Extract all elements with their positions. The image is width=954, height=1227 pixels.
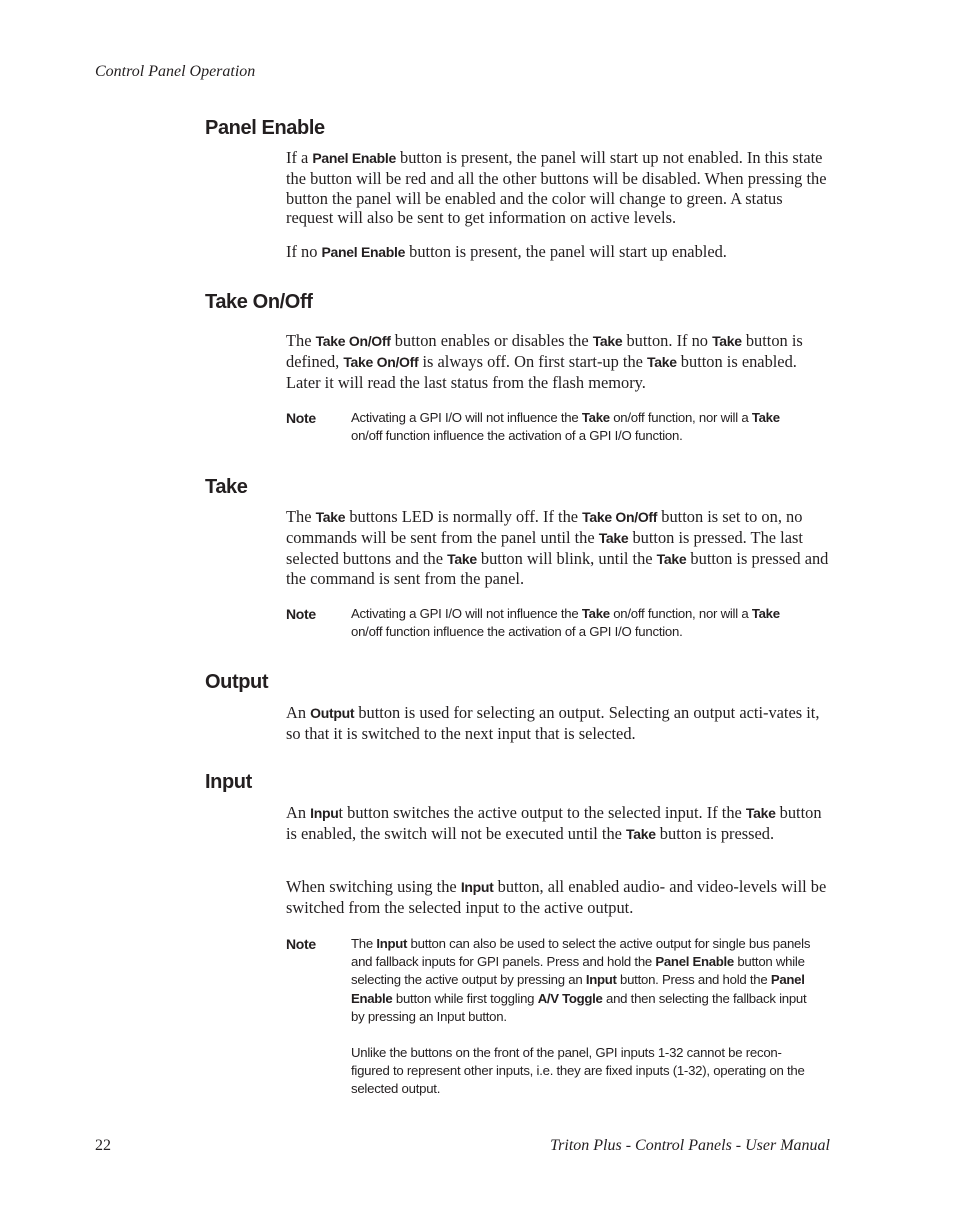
panel-enable-paragraph-1: If a Panel Enable button is present, the panel will start up not enabled. In this state the button will be red and all the other buttons will be disabled. When pressing the button the panel will be enabled and the color will change to green. A status request will also be sent to get information on active levels. (286, 148, 827, 228)
input-note-1: The Input button can also be used to select the active output for single bus panels and fallback inputs for GPI panels. Press and hold the Panel Enable button while selecting the active output by pressing an Input button. Press and hold the Panel Enable button while first toggling A/V Toggle and then selecting the fallback input by pressing an Input button. (351, 936, 811, 1024)
note-label: Note (286, 606, 316, 622)
take-onoff-paragraph-1: The Take On/Off button enables or disables the Take button. If no Take button is defined, Take On/Off is always off. On first start-up the Take button is enabled. Later it will read the last status from the flash memory. (286, 331, 803, 392)
note-label: Note (286, 410, 316, 426)
running-header: Control Panel Operation (95, 63, 256, 80)
heading-take: Take (205, 476, 248, 498)
heading-input: Input (205, 771, 252, 793)
heading-panel-enable: Panel Enable (205, 117, 325, 139)
output-paragraph-1: An Output button is used for selecting an output. Selecting an output acti-vates it, so that it is switched to the next input that is selected. (286, 703, 820, 743)
note-label: Note (286, 936, 316, 952)
input-paragraph-2: When switching using the Input button, all enabled audio- and video-levels will be switched from the selected input to the active output. (286, 877, 827, 917)
heading-output: Output (205, 671, 269, 693)
take-onoff-note: Activating a GPI I/O will not influence the Take on/off function, nor will a Take on/off function influence the activation of a GPI I/O function. (351, 410, 780, 444)
heading-take-onoff: Take On/Off (205, 291, 313, 313)
panel-enable-paragraph-2: If no Panel Enable button is present, the panel will start up enabled. (286, 242, 727, 261)
footer-doc-title: Triton Plus - Control Panels - User Manual (550, 1137, 830, 1154)
take-note: Activating a GPI I/O will not influence the Take on/off function, nor will a Take on/off function influence the activation of a GPI I/O function. (351, 606, 780, 640)
input-paragraph-1: An Input button switches the active output to the selected input. If the Take button is enabled, the switch will not be executed until the Take button is pressed. (286, 803, 822, 843)
page-number: 22 (95, 1137, 111, 1154)
take-paragraph-1: The Take buttons LED is normally off. If the Take On/Off button is set to on, no commands will be sent from the panel until the Take button is pressed. The last selected buttons and the Take button will blink, until the Take button is pressed and the command is sent from the panel. (286, 507, 829, 589)
input-note-2: Unlike the buttons on the front of the panel, GPI inputs 1-32 cannot be recon-figured to represent other inputs, i.e. they are fixed inputs (1-32), operating on the selected output. (351, 1045, 805, 1097)
